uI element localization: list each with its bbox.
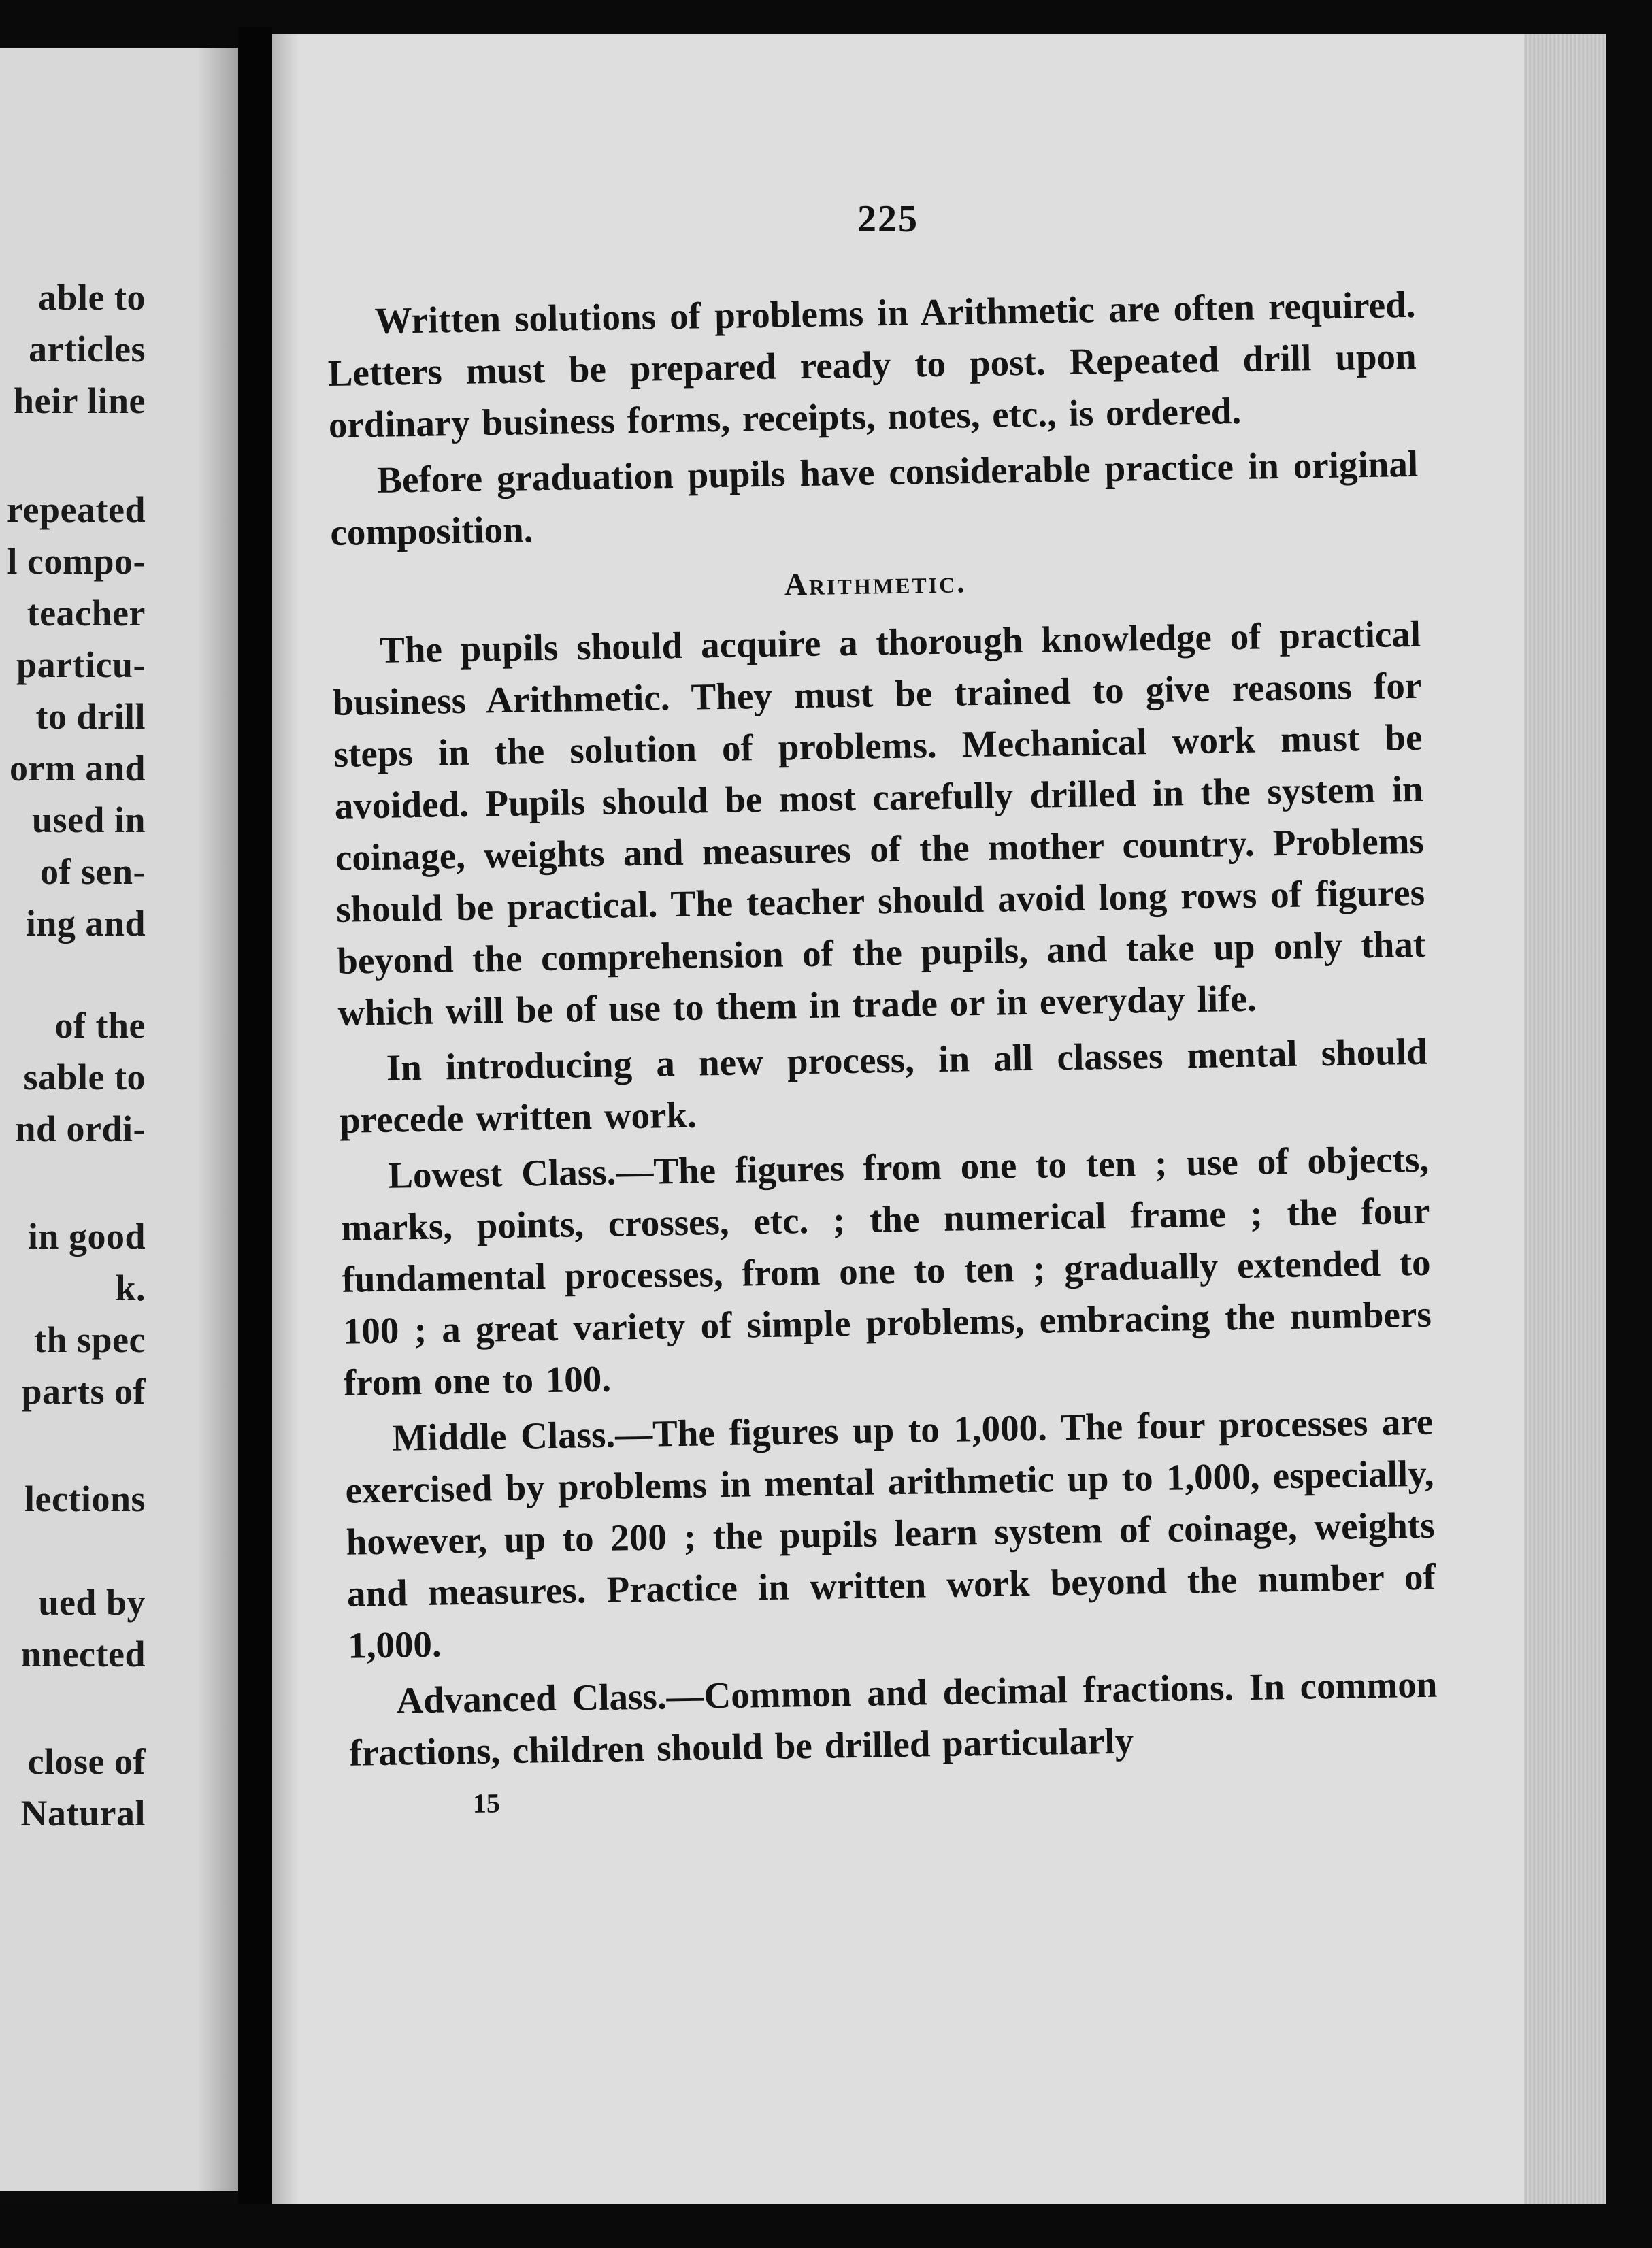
page-number: 225: [857, 198, 919, 240]
signature-mark: 15: [472, 1787, 501, 1819]
left-page-line: ued by: [38, 1582, 146, 1623]
left-page-line: able to: [38, 277, 146, 318]
left-page-line: nnected: [20, 1634, 146, 1674]
paragraph: Middle Class.—The figures up to 1,000. The four processes are exercised by problems in mental arithmetic up to 1,000, especially, however, up to 200 ; the pupils learn system of coinage, weights and measures. Practice in written work beyond the number of 1,000.: [345, 1400, 1436, 1666]
facing-page-left: [0, 48, 238, 2191]
left-page-line: nd ordi-: [15, 1108, 146, 1149]
left-page-line: of sen-: [40, 851, 146, 892]
left-page-line: in good: [27, 1216, 146, 1257]
left-page-line: Natural: [20, 1793, 146, 1834]
main-page: [272, 34, 1606, 2204]
paragraph: Lowest Class.—The figures from one to ten ; use of objects, marks, points, crosses, etc. ; the numerical frame ; the four fundamental processes, from one to ten ; gradually extended to 100 ; a great variety of simple problems, embracing the numbers from one to 100.: [341, 1138, 1432, 1404]
left-page-gutter-shadow: [197, 48, 238, 2191]
main-page-gutter-shadow: [272, 34, 299, 2204]
left-page-line: l compo-: [7, 541, 146, 582]
scan-bottom-border: [0, 2204, 1652, 2248]
paragraph: Advanced Class.—Common and decimal fractions. In common fractions, children should be drilled particularly: [349, 1663, 1438, 1774]
left-page-line: articles: [29, 329, 146, 369]
paragraph: Written solutions of problems in Arithmetic are often required. Letters must be prepared ready to post. Repeated drill upon ordinary business forms, receipts, notes, etc., is ordered.: [327, 283, 1417, 446]
left-page-line: th spec: [34, 1319, 146, 1360]
body-text: [327, 279, 1439, 1823]
left-page-line: repeated: [7, 489, 146, 530]
left-page-line: heir line: [13, 380, 146, 421]
left-page-line: parts of: [21, 1371, 146, 1412]
left-page-line: particu-: [16, 644, 146, 685]
left-page-line: ing and: [25, 903, 146, 944]
left-page-line: teacher: [27, 593, 146, 633]
paragraph: The pupils should acquire a thorough knowledge of practical business Arithmetic. They must be trained to give reasons for steps in the solution of problems. Mechanical work must be avoided. Pupils should be most carefully drilled in the system in coinage, weights and measures of the mother country. Problems should be practical. The teacher should avoid long rows of figures beyond the comprehension of the pupils, and take up only that which will be of use to them in trade or in everyday life.: [332, 612, 1426, 1034]
left-page-line: orm and: [9, 748, 146, 789]
page-edge-stack: [1524, 34, 1606, 2204]
section-heading: Arithmetic.: [784, 564, 968, 602]
left-page-line: close of: [27, 1741, 146, 1782]
left-page-line: k.: [115, 1268, 146, 1308]
left-page-line: lections: [24, 1478, 146, 1519]
book-gutter: [238, 27, 272, 2225]
left-page-line: of the: [54, 1005, 146, 1046]
paragraph: Before graduation pupils have considerable practice in original composition.: [329, 442, 1419, 553]
left-page-line: to drill: [35, 696, 146, 737]
scan-right-border: [1606, 34, 1652, 2204]
left-page-line: sable to: [23, 1057, 146, 1097]
paragraph: In introducing a new process, in all classes mental should precede written work.: [339, 1030, 1428, 1141]
left-page-line: used in: [31, 799, 146, 840]
